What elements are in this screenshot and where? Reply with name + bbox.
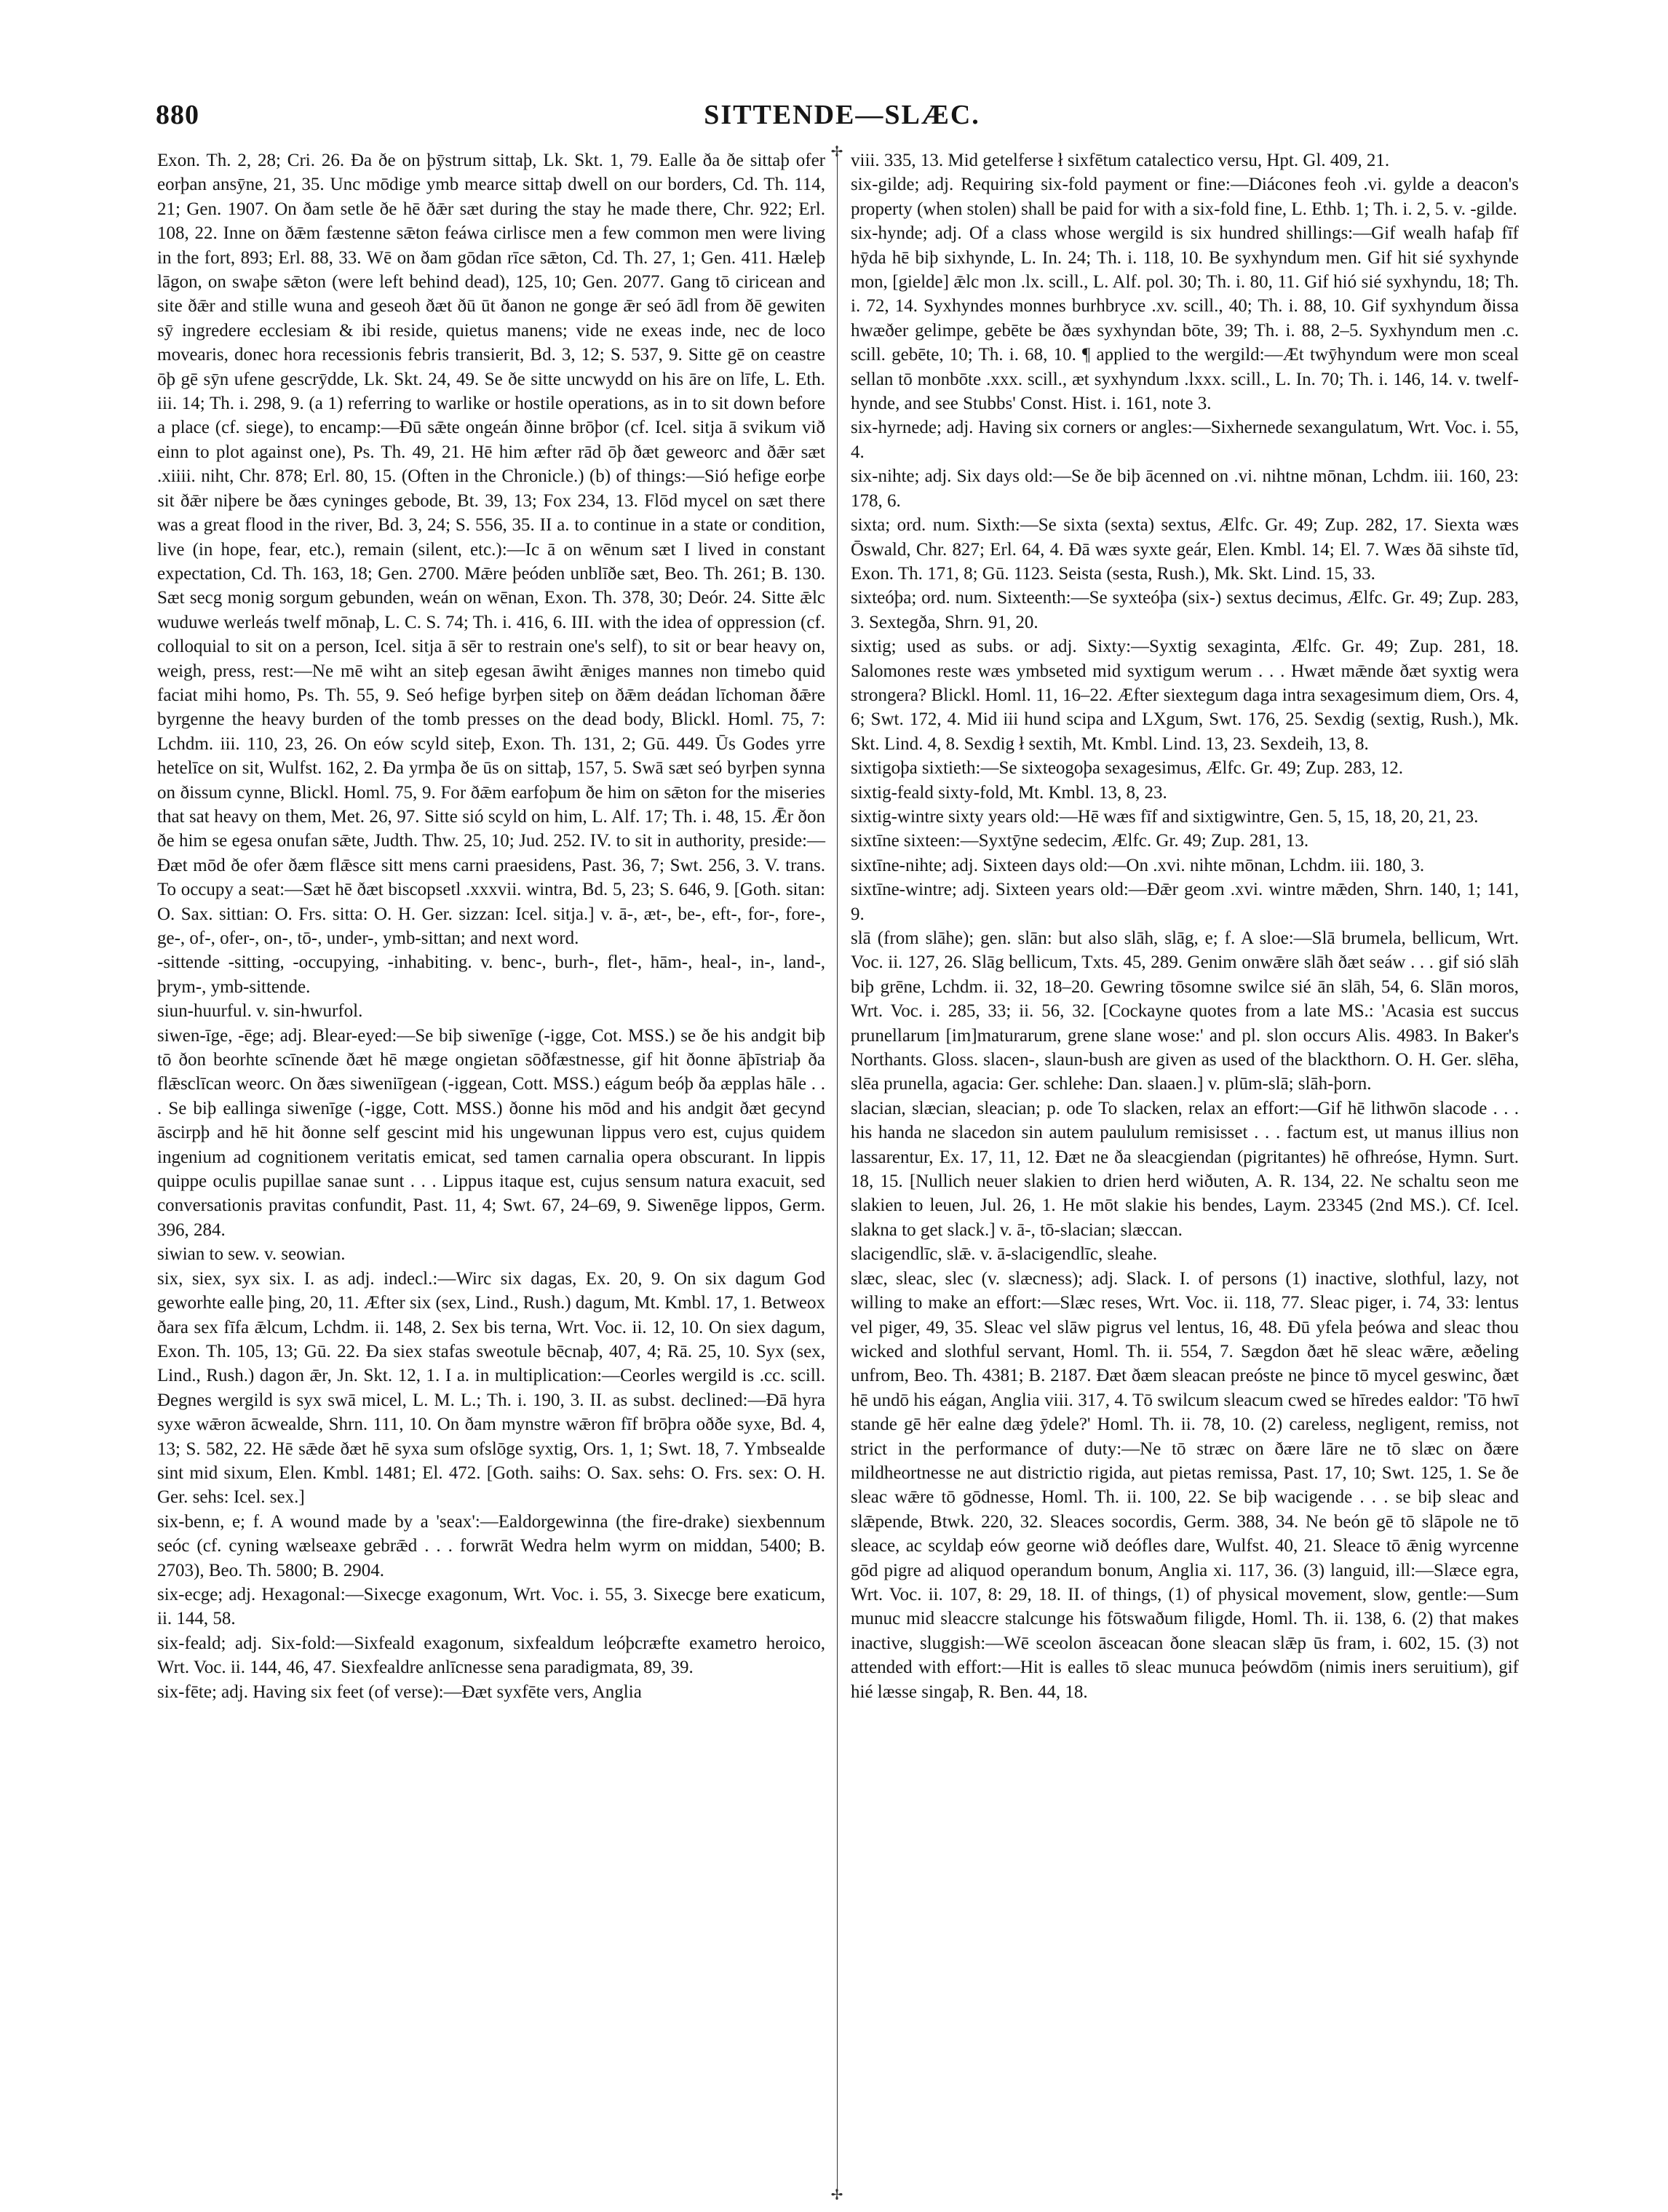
entry-slacigendlic: slacigendlīc, slǣ. v. ā-slacigendlīc, sleahe. — [851, 1244, 1158, 1265]
entry-six: six, siex, syx six. I. as adj. indecl.:—Wirc six dagas, Ex. 20, 9. On six dagum God geworhte ealle þing, 20, 11. Æfter six (sex, Lind., Rush.) dagum, Mt. Kmbl. 17, 1. Betweox ðara sex fīfa ǣlcum, Lchdm. ii. 148, 2. Sex bis terna, Wrt. Voc. ii. 12, 10. On siex dagum, Exon. Th. 105, 13; Gū. 22. Ða siex stafas sweotule bēcnaþ, 407, 4; Rā. 25, 10. Syx (sex, Lind., Rush.) dagon ǣr, Jn. Skt. 12, 1. I a. in multiplication:—Ceorles wergild is .cc. scill. Ðegnes wergild is syx swā micel, L. M. L.; Th. i. 190, 3. II. as subst. declined:—Ðā hyra syxe wǣron ācwealde, Shrn. 111, 10. On ðam mynstre wǣron fīf brōþra oððe syxe, Bd. 4, 13; S. 582, 22. Hē sǣde ðæt hē syxa sum ofslōge syxtig, Ors. 1, 1; Swt. 18, 7. Ymbsealde sint mid sixum, Elen. Kmbl. 1481; El. 472. [Goth. saihs: O. Sax. sehs: O. Frs. sex: O. H. Ger. sehs: Icel. sex.] — [157, 1268, 825, 1508]
entry-six-feald: six-feald; adj. Six-fold:—Sixfeald exagonum, sixfealdum leóþcræfte exametro heroico, Wrt. Voc. ii. 144, 46, 47. Siexfealdre anlīcnesse sena paradigmata, 89, 39. — [157, 1633, 825, 1678]
entry-slaec: slæc, sleac, slec (v. slæcness); adj. Slack. I. of persons (1) inactive, slothful, lazy, not willing to make an effort:—Slæc reses, Wrt. Voc. ii. 118, 77. Sleac piger, i. 74, 33: lentus vel piger, 49, 35. Sleac vel slāw pigrus vel lentus, 16, 48. Ðū yfela þeówa and sleac thou wicked and slothful servant, Homl. Th. ii. 554, 7. Sægdon ðæt hē sleac wǣre, æðeling unfrom, Beo. Th. 4381; B. 2187. Ðæt ðæm sleacan preóste ne þince tō mycel geswinc, ðæt hē undō his eágan, Anglia viii. 317, 4. Tō swilcum sleacum cwed se hīredes ealdor: 'Tō hwī stande gē hēr ealne dæg ȳdele?' Homl. Th. ii. 78, 10. (2) careless, negligent, remiss, not strict in the performance of duty:—Ne tō stræc on ðære lāre ne tō slæc on ðære mildheortnesse ne aut districtio rigida, aut pietas remissa, Past. 17, 10; Swt. 125, 1. Se ðe sleac wǣre tō gōdnesse, Homl. Th. ii. 100, 22. Se biþ wacigende . . . se biþ sleac and slǣpende, Btwk. 220, 32. Sleaces socordis, Germ. 388, 34. Ne beón gē tō slāpole ne tō sleace, ac scyldaþ eów georne wið deófles dare, Wulfst. 40, 21. Sleace tō ǣnig wyrcenne gōd pigre ad aliquod operandum bonum, Anglia xi. 117, 36. (3) languid, ill:—Slæce egra, Wrt. Voc. ii. 107, 8: 29, 18. II. of things, (1) of physical movement, slow, gentle:—Sum munuc mid sleaccre stalcunge his fōtswaðum filigde, Homl. Th. ii. 138, 6. (2) that makes inactive, sluggish:—Wē sceolon āsceacan ðone sleacan slǣp ūs fram, i. 602, 15. (3) not attended with effort:—Hit is ealles tō sleac munuca þeówdōm (nimis iners seruitium), gif hié læsse singaþ, R. Ben. 44, 18. — [851, 1268, 1519, 1702]
entry-siun-huurful: siun-huurful. v. sin-hwurfol. — [157, 1001, 363, 1022]
entry-siwian: siwian to sew. v. seowian. — [157, 1244, 346, 1265]
entry-six-gilde: six-gilde; adj. Requiring six-fold payment or fine:—Diácones feoh .vi. gylde a deacon's property (when stolen) shall be paid for with a six-fold fine, L. Ethb. 1; Th. i. 2, 5. v. -gilde. — [851, 175, 1519, 219]
entry-sixtig-wintre: sixtig-wintre sixty years old:—Hē wæs fīf and sixtigwintre, Gen. 5, 15, 18, 20, 21, 23. — [851, 806, 1479, 827]
column-divider — [837, 151, 838, 2195]
running-head: SITTENDE—SLÆC. — [704, 100, 980, 130]
entry-six-fete-continued: viii. 335, 13. Mid getelferse ł sixfētum catalectico versu, Hpt. Gl. 409, 21. — [851, 151, 1390, 170]
right-column — [851, 148, 1519, 1704]
entry-slacian: slacian, slæcian, sleacian; p. ode To slacken, relax an effort:—Gif hē lithwōn slacode . . . his handa ne slacedon sin autem paululum remisisset . . . factum est, ut manus illius non lassarentur, Ex. 17, 11, 12. Ðæt ne ða sleacgiendan (pigritantes) hē ofhreóse, Hymn. Surt. 18, 15. [Nullich neuer slakien to drien herd wiðuten, A. R. 134, 22. Ne schaltu seon me slakien to leuen, Jul. 26, 1. He mōt slakie his bendes, Laym. 23345 (2nd MS.). Cf. Icel. slakna to get slack.] v. ā-, tō-slacian; slæccan. — [851, 1098, 1519, 1240]
entry-six-ecge: six-ecge; adj. Hexagonal:—Sixecge exagonum, Wrt. Voc. i. 55, 3. Sixecge bere exaticum, ii. 144, 58. — [157, 1584, 825, 1629]
entry-sittende: -sittende -sitting, -occupying, -inhabiting. v. benc-, burh-, flet-, hām-, heal-, in-, land-, þrym-, ymb-sittende. — [157, 952, 825, 997]
entry-six-hynde: six-hynde; adj. Of a class whose wergild is six hundred shillings:—Gif wealh hafaþ fīf hȳda hē biþ sixhynde, L. In. 24; Th. i. 118, 10. Be syxhyndum men. Gif hit sié syxhynde mon, [gielde] ǣlc mon .lx. scill., L. Alf. pol. 30; Th. i. 80, 11. Gif hió sié syxhyndu, 18; Th. i. 72, 14. Syxhyndes monnes burhbryce .xv. scill., 40; Th. i. 88, 10. Gif syxhyndum ðissa hwæðer gelimpe, gebēte be ðæs syxhyndan bōte, 39; Th. i. 88, 2–5. Syxhyndum men .c. scill. gebēte, 10; Th. i. 68, 10. ¶ applied to the wergild:—Æt twȳhyndum were mon sceal sellan tō monbōte .xxx. scill., æt syxhyndum .lxxx. scill., L. In. 70; Th. i. 146, 14. v. twelf-hynde, and see Stubbs' Const. Hist. i. 161, note 3. — [851, 223, 1519, 414]
page-number: 880 — [156, 100, 199, 130]
entry-sixtigotha: sixtigoþa sixtieth:—Se sixteogoþa sexagesimus, Ælfc. Gr. 49; Zup. 283, 12. — [851, 758, 1403, 779]
entry-sixta: sixta; ord. num. Sixth:—Se sixta (sexta) sextus, Ælfc. Gr. 49; Zup. 282, 17. Siexta wæs Ōswald, Chr. 827; Erl. 64, 4. Ðā wæs syxte geár, Elen. Kmbl. 14; El. 7. Wæs ðā sihste tīd, Exon. Th. 171, 8; Gū. 1123. Seista (sesta, Rush.), Mk. Skt. Lind. 15, 33. — [851, 515, 1519, 584]
entry-sixtine-nihte: sixtīne-nihte; adj. Sixteen days old:—On .xvi. nihte mōnan, Lchdm. iii. 180, 3. — [851, 855, 1425, 875]
entry-sixteotha: sixteóþa; ord. num. Sixteenth:—Se syxteóþa (six-) sextus decimus, Ælfc. Gr. 49; Zup. 283, 3. Sextegða, Shrn. 91, 20. — [851, 588, 1519, 632]
left-column — [157, 148, 825, 1704]
entry-sixtine: sixtīne sixteen:—Syxtȳne sedecim, Ælfc. Gr. 49; Zup. 281, 13. — [851, 831, 1309, 851]
entry-six-hyrnede: six-hyrnede; adj. Having six corners or angles:—Sixhernede sexangulatum, Wrt. Voc. i. 55, 4. — [851, 418, 1519, 462]
entry-sixtig-feald: sixtig-feald sixty-fold, Mt. Kmbl. 13, 8, 23. — [851, 782, 1167, 803]
entry-six-nihte: six-nihte; adj. Six days old:—Se ðe biþ ācenned on .vi. nihtne mōnan, Lchdm. iii. 160, 23: 178, 6. — [851, 466, 1519, 511]
entry-sixtine-wintre: sixtīne-wintre; adj. Sixteen years old:—Ðǣr geom .xvi. wintre mǣden, Shrn. 140, 1; 141, 9. — [851, 880, 1519, 924]
entry-sla: slā (from slāhe); gen. slān: but also slāh, slāg, e; f. A sloe:—Slā brumela, bellicum, Wrt. Voc. ii. 127, 26. Slāg bellicum, Txts. 45, 289. Genim onwǣre slāh ðæt seáw . . . gif sió slāh biþ grēne, Lchdm. ii. 32, 18–20. Gewring tōsomne swilce sié ān slāh, 54, 6. Slān moros, Wrt. Voc. i. 285, 33; ii. 56, 32. [Cockayne quotes from a late MS.: 'Acasia est succus prunellarum [im]maturarum, grene slane wose:' and pl. slon occurs Alis. 4983. In Baker's Northants. Gloss. slacen-, slaun-bush are given as used of the blackthorn. O. H. Ger. slēha, slēa prunella, agacia: Ger. schlehe: Dan. slaaen.] v. plūm-slā; slāh-þorn. — [851, 928, 1519, 1094]
divider-bottom-ornament: ✢ — [830, 2187, 843, 2203]
entry-six-benn: six-benn, e; f. A wound made by a 'seax':—Ealdorgewinna (the fire-drake) siexbennum seóc (cf. cyning wælseaxe gebrǣd . . . forwrāt Wedra helm wyrm on middan, 5400; B. 2703), Beo. Th. 5800; B. 2904. — [157, 1511, 825, 1580]
divider-top-ornament: ✢ — [830, 144, 843, 160]
entry-six-fete: six-fēte; adj. Having six feet (of verse):—Ðæt syxfēte vers, Anglia — [157, 1682, 642, 1702]
entry-siwen-ige: siwen-īge, -ēge; adj. Blear-eyed:—Se biþ siwenīge (-igge, Cot. MSS.) se ðe his andgit biþ tō ðon beorhte scīnende ðæt hē mæge ongietan sōðfæstnesse, gif hit ðonne āþīstriaþ ða flǣsclīcan weorc. On ðæs siweniīgean (-iggean, Cott. MSS.) eágum beóþ ða æpplas hāle . . . Se biþ eallinga siwenīge (-igge, Cott. MSS.) ðonne his mōd and his andgit ðæt gecynd āscirpþ and hē hit ðonne self gescint mid his ungewunan lippus vero est, cujus quidem ingenium ad cognitionem veritatis emicat, sed tamen carnalia opera obscurant. In lippis quippe oculis pupillae sanae sunt . . . Lippus itaque est, cujus sensum natura exacuit, sed conversationis pravitas confundit, Past. 11, 4; Swt. 67, 24–69, 9. Siwenēge lippos, Germ. 396, 284. — [157, 1025, 825, 1240]
entry-sittan-continued: Exon. Th. 2, 28; Cri. 26. Ða ðe on þȳstrum sittaþ, Lk. Skt. 1, 79. Ealle ða ðe sittaþ ofer eorþan ansȳne, 21, 35. Unc mōdige ymb mearce sittaþ dwell on our borders, Cd. Th. 114, 21; Gen. 1907. On ðam setle ðe hē ðǣr sæt during the stay he made there, Chr. 922; Erl. 108, 22. Inne on ðǣm fæstenne sǣton feáwa cirlisce men a few common men were living in the fort, 893; Erl. 88, 33. Wē on ðam gōdan rīce sǣton, Cd. Th. 27, 1; Gen. 411. Hæleþ lāgon, on swaþe sǣton (were left behind dead), 125, 10; Gen. 2077. Gang tō ciricean and site ðǣr and stille wuna and geseoh ðæt ðū ūt ðanon ne gonge ǣr seó ādl from ðē gewiten sȳ ingredere ecclesiam & ibi reside, quietus manens; vide ne exeas inde, nec de loco movearis, donec hora recessionis febris transierit, Bd. 3, 12; S. 537, 9. Sitte gē on ceastre ōþ gē sȳn ufene gescrȳdde, Lk. Skt. 24, 49. Se ðe sitte uncwydd on his āre on līfe, L. Eth. iii. 14; Th. i. 298, 9. (a 1) referring to warlike or hostile operations, as in to sit down before a place (cf. siege), to encamp:—Ðū sǣte ongeán ðinne brōþor (cf. Icel. sitja ā svikum við einn to plot against one), Ps. Th. 49, 21. Hē him æfter rād ōþ ðæt geweorc and ðǣr sæt .xiiii. niht, Chr. 878; Erl. 80, 15. (Often in the Chronicle.) (b) of things:—Sió hefige eorþe sit ðǣr niþere be ðæs cyninges gebode, Bt. 39, 13; Fox 234, 13. Flōd mycel on sæt there was a great flood in the river, Bd. 3, 24; S. 556, 35. II a. to continue in a state or condition, live (in hope, fear, etc.), remain (silent, etc.):—Ic ā on wēnum sæt I lived in constant expectation, Cd. Th. 163, 18; Gen. 2700. Mǣre þeóden unblīðe sæt, Beo. Th. 261; B. 130. Sæt secg monig sorgum gebunden, weán on wēnan, Exon. Th. 378, 30; Deór. 24. Sitte ǣlc wuduwe werleás twelf mōnaþ, L. C. S. 74; Th. i. 416, 6. III. with the idea of oppression (cf. colloquial to sit on a person, Icel. sitja ā sēr to restrain one's self), to sit or bear heavy on, weigh, press, rest:—Ne mē wiht an siteþ egesan āwiht ǣniges mannes non timebo quid faciat mihi homo, Ps. Th. 55, 9. Seó hefige byrþen siteþ on ðǣm deádan līchoman ðǣre byrgenne the heavy burden of the tomb presses on the dead body, Blickl. Homl. 75, 7: Lchdm. iii. 110, 23, 26. On eów scyld siteþ, Exon. Th. 131, 2; Gū. 449. Ūs Godes yrre hetelīce on sit, Wulfst. 162, 2. Ða yrmþa ðe ūs on sittaþ, 157, 5. Swā sæt seó byrþen synna on ðissum cynne, Blickl. Homl. 75, 9. For ðǣm earfoþum ðe him on sǣton for the miseries that sat heavy on them, Met. 26, 97. Sitte sió scyld on him, L. Alf. 17; Th. i. 48, 15. Ǣr ðon ðe him se egesa onufan sǣte, Judth. Thw. 25, 10; Jud. 252. IV. to sit in authority, preside:—Ðæt mōd ðe ofer ðæm flǣsce sitt mens carni praesidens, Past. 36, 7; Swt. 256, 3. V. trans. To occupy a seat:—Sæt hē ðæt biscopsetl .xxxvii. wintra, Bd. 5, 23; S. 646, 9. [Goth. sitan: O. Sax. sittian: O. Frs. sitta: O. H. Ger. sizzan: Icel. sitja.] v. ā-, æt-, be-, eft-, for-, fore-, ge-, of-, ofer-, on-, tō-, under-, ymb-sittan; and next word. — [157, 151, 825, 948]
page-header — [156, 99, 1528, 135]
entry-sixtig: sixtig; used as subs. or adj. Sixty:—Syxtig sexaginta, Ælfc. Gr. 49; Zup. 281, 18. Salomones reste wæs ymbseted mid syxtigum werum . . . Hwæt mǣnde ðæt syxtig wera strongera? Blickl. Homl. 11, 16–22. Æfter siextegum daga intra sexagesimum diem, Ors. 4, 6; Swt. 172, 4. Mid iii hund scipa and LXgum, Swt. 176, 25. Sexdig (sextig, Rush.), Mk. Skt. Lind. 4, 8. Sexdig ł sextih, Mt. Kmbl. Lind. 13, 23. Sexdeih, 13, 8. — [851, 637, 1519, 754]
